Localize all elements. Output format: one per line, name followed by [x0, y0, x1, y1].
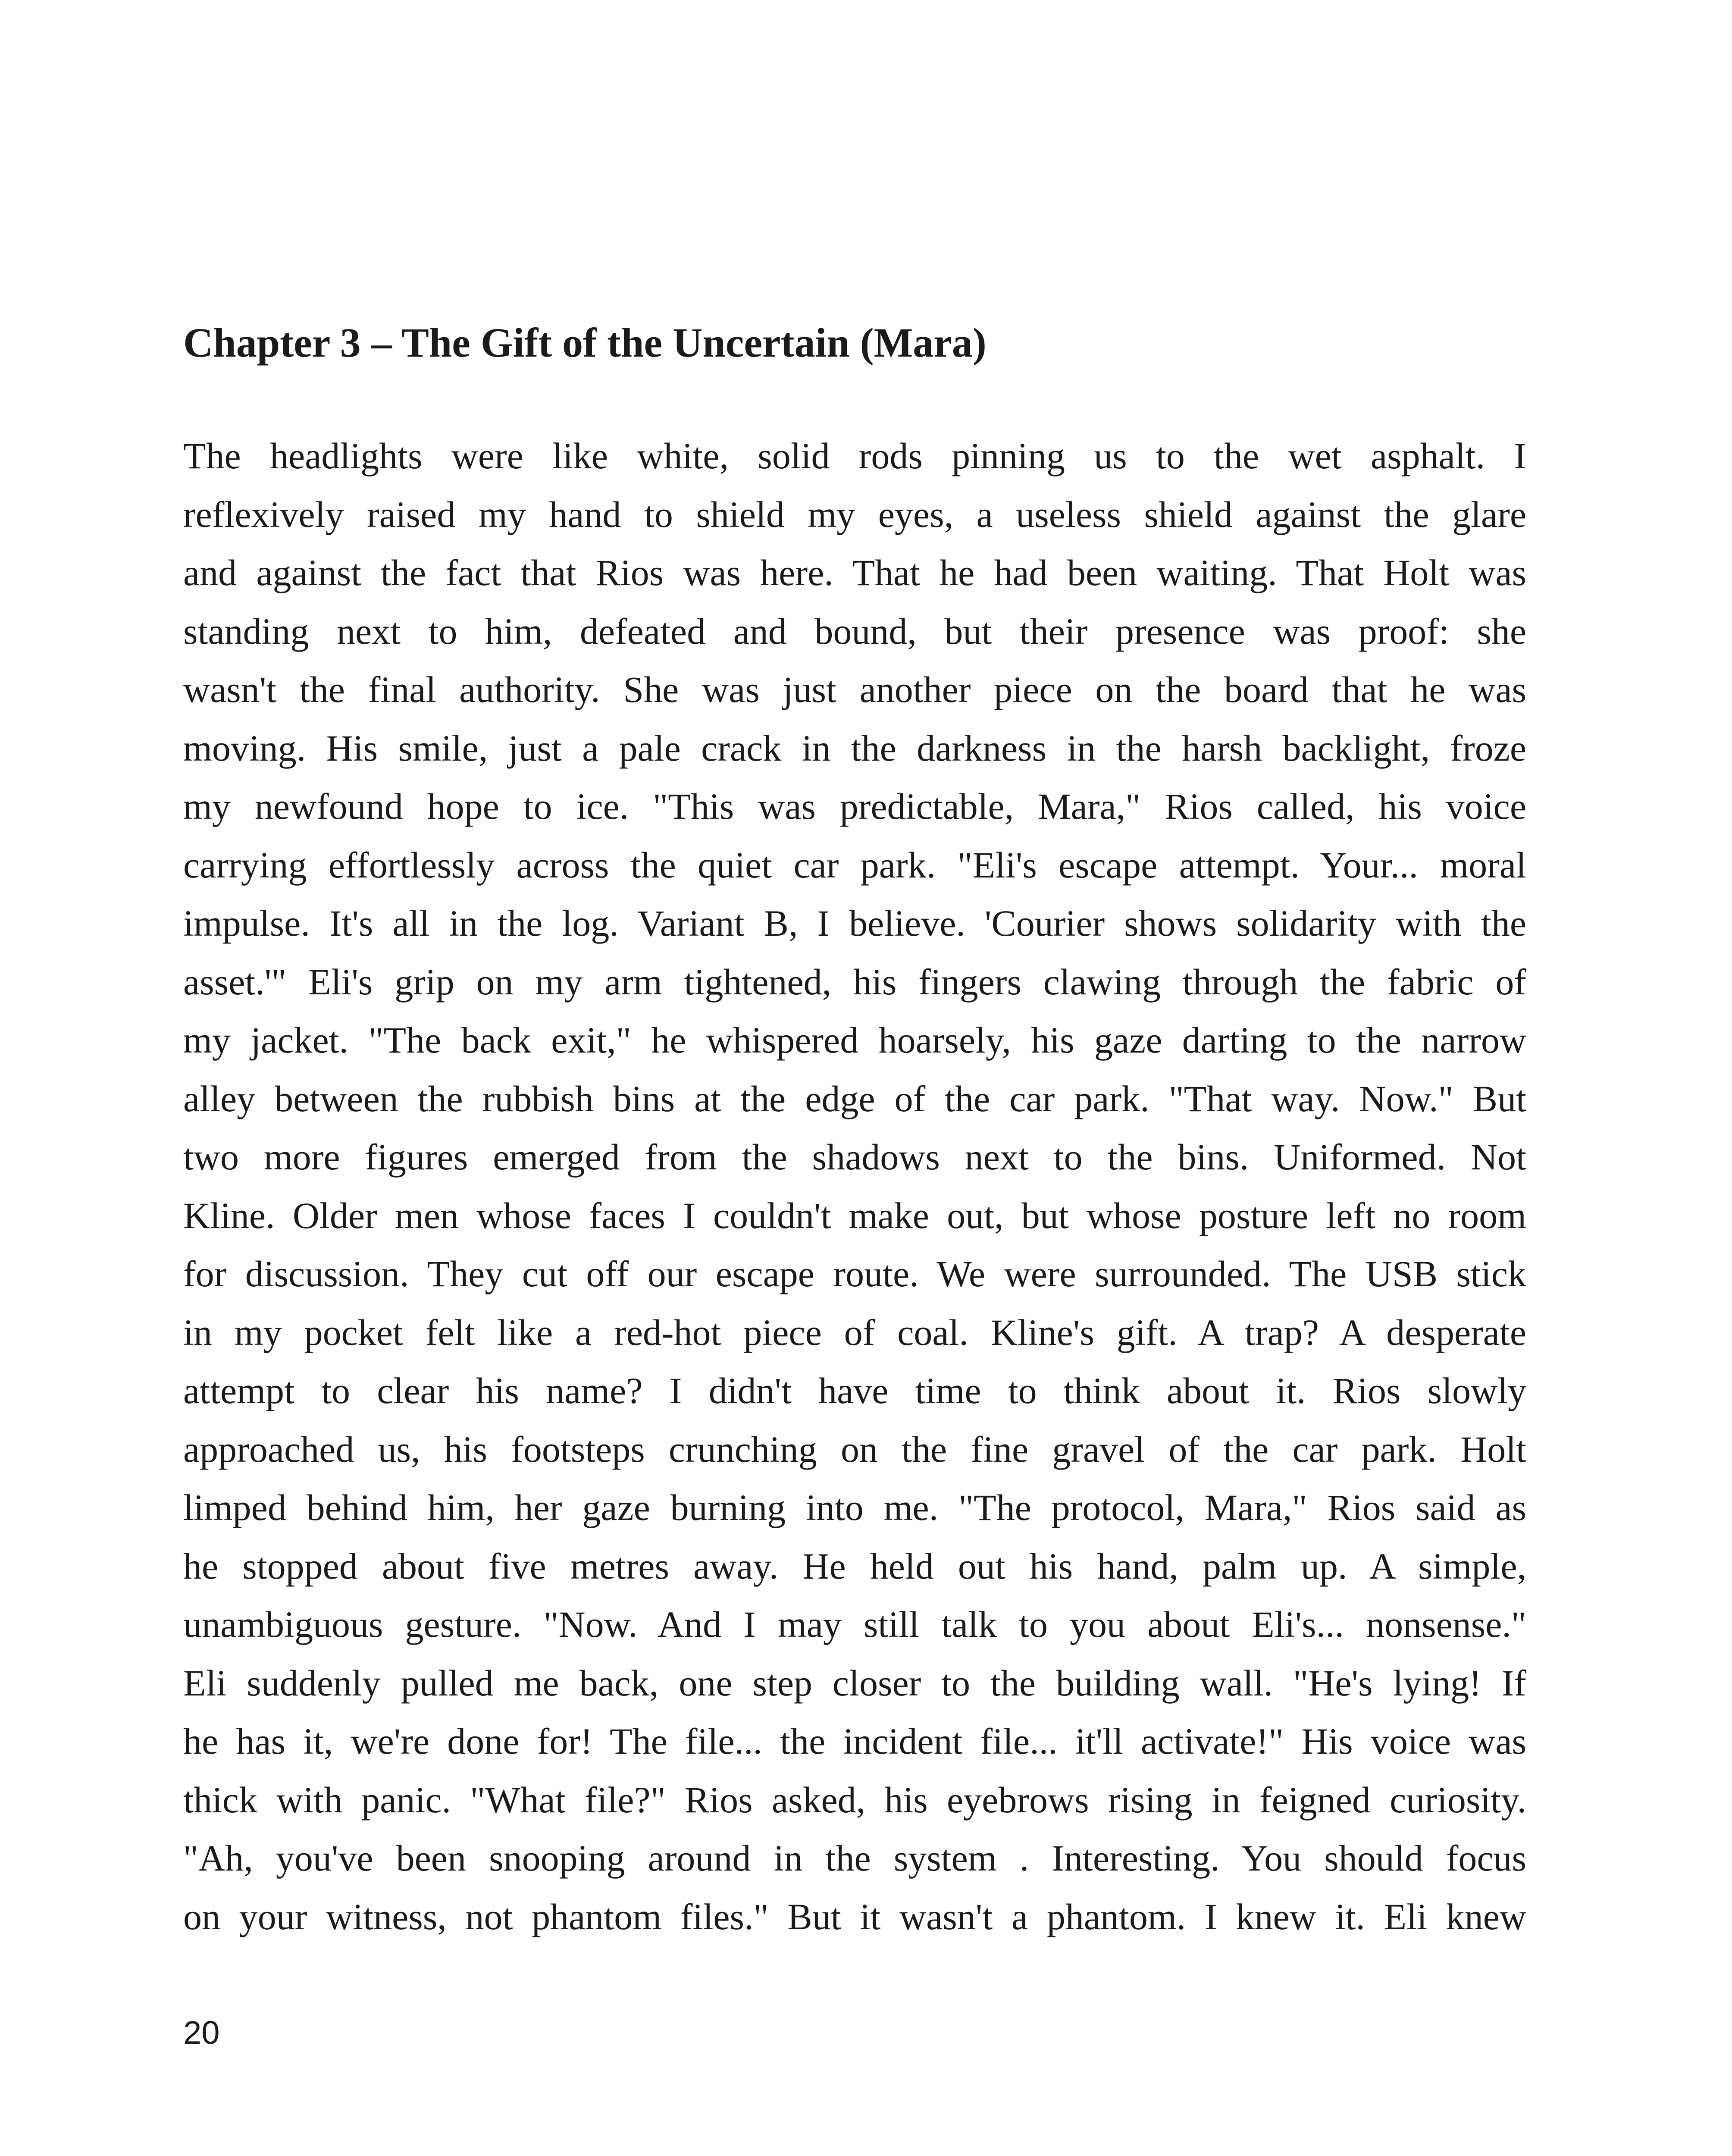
text-line: thick with panic. "What file?" Rios asked, his eyebrows rising in feigned curiosity. — [183, 1779, 1526, 1821]
text-line: moving. His smile, just a pale crack in the darkness in the harsh backlight, froze — [183, 727, 1526, 769]
text-line: my jacket. "The back exit," he whispered hoarsely, his gaze darting to the narrow — [183, 1019, 1526, 1061]
text-line: limped behind him, her gaze burning into me. "The protocol, Mara," Rios said as — [183, 1487, 1526, 1528]
body-text — [183, 427, 1526, 1946]
text-line: two more figures emerged from the shadows next to the bins. Uniformed. Not — [183, 1136, 1526, 1178]
text-line: he stopped about five metres away. He held out his hand, palm up. A simple, — [183, 1545, 1526, 1587]
text-line: my newfound hope to ice. "This was predictable, Mara," Rios called, his voice — [183, 786, 1526, 827]
page-number: 20 — [183, 2015, 220, 2051]
text-line: on your witness, not phantom files." But it wasn't a phantom. I knew it. Eli knew — [183, 1896, 1526, 1937]
text-line: and against the fact that Rios was here. That he had been waiting. That Holt was — [183, 552, 1526, 593]
text-line: asset.'" Eli's grip on my arm tightened, his fingers clawing through the fabric of — [183, 961, 1526, 1003]
text-line: carrying effortlessly across the quiet car park. "Eli's escape attempt. Your... moral — [183, 844, 1526, 886]
text-line: The headlights were like white, solid rods pinning us to the wet asphalt. I — [183, 435, 1526, 476]
text-line: in my pocket felt like a red-hot piece of coal. Kline's gift. A trap? A desperate — [183, 1311, 1526, 1353]
text-line: for discussion. They cut off our escape route. We were surrounded. The USB stick — [183, 1253, 1526, 1294]
text-line: approached us, his footsteps crunching on the fine gravel of the car park. Holt — [183, 1428, 1526, 1470]
text-line: unambiguous gesture. "Now. And I may still talk to you about Eli's... nonsense." — [183, 1604, 1526, 1645]
text-line: standing next to him, defeated and bound, but their presence was proof: she — [183, 610, 1526, 652]
text-line: Eli suddenly pulled me back, one step closer to the building wall. "He's lying! If — [183, 1662, 1526, 1704]
chapter-title: Chapter 3 – The Gift of the Uncertain (Mara) — [183, 320, 987, 366]
text-line: alley between the rubbish bins at the edge of the car park. "That way. Now." But — [183, 1078, 1526, 1119]
text-line: he has it, we're done for! The file... the incident file... it'll activate!" His voice was — [183, 1720, 1526, 1762]
text-line: impulse. It's all in the log. Variant B, I believe. 'Courier shows solidarity with the — [183, 903, 1526, 944]
text-line: attempt to clear his name? I didn't have time to think about it. Rios slowly — [183, 1370, 1526, 1411]
text-line: reflexively raised my hand to shield my eyes, a useless shield against the glare — [183, 493, 1526, 535]
text-line: Kline. Older men whose faces I couldn't make out, but whose posture left no room — [183, 1194, 1526, 1236]
text-line: wasn't the final authority. She was just another piece on the board that he was — [183, 669, 1526, 710]
text-line: "Ah, you've been snooping around in the system . Interesting. You should focus — [183, 1837, 1526, 1879]
